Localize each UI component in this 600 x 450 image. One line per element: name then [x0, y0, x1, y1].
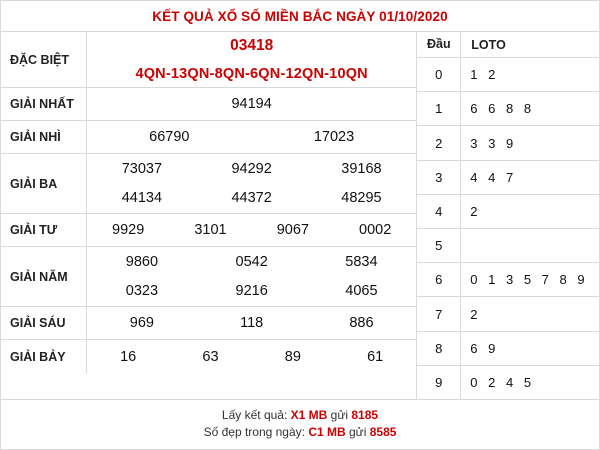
loto-nums: 6 6 8 8	[470, 101, 535, 117]
table-row	[1, 214, 416, 247]
footer-line-1	[1, 407, 599, 424]
loto-dau: 3	[417, 161, 461, 194]
value-line	[87, 277, 416, 307]
loto-table	[417, 31, 599, 399]
footer	[1, 399, 599, 449]
footer-line-1-number: 8185	[351, 408, 379, 422]
loto-dau: 6	[417, 263, 461, 296]
footer-line-2-number: 8585	[369, 425, 397, 439]
footer-line-2-code: C1 MB	[308, 425, 346, 439]
loto-row	[417, 92, 599, 126]
loto-row	[417, 229, 599, 263]
loto-nums: 6 9	[470, 340, 499, 356]
prize-table	[1, 31, 417, 399]
prize-value: 3101	[194, 222, 227, 238]
prize-value: 4QN-13QN-8QN-6QN-12QN-10QN	[135, 65, 368, 82]
prize-label: GIẢI BẢY	[1, 340, 87, 373]
loto-nums: 0 1 3 5 7 8 9	[470, 272, 589, 288]
prize-label: GIẢI BA	[1, 154, 87, 213]
prize-values	[87, 214, 416, 246]
prize-values	[87, 32, 416, 87]
loto-header-dau: Đầu	[417, 32, 461, 57]
prize-values	[87, 154, 416, 213]
loto-row	[417, 263, 599, 297]
prize-value: 61	[367, 348, 384, 365]
loto-dau: 9	[417, 366, 461, 399]
prize-value: 9067	[276, 222, 309, 238]
loto-dau: 8	[417, 332, 461, 365]
prize-value: 5834	[345, 253, 378, 270]
loto-row	[417, 195, 599, 229]
loto-row	[417, 58, 599, 92]
value-line	[87, 307, 416, 339]
prize-value: 03418	[230, 37, 274, 55]
footer-line-2-prefix: Số đẹp trong ngày:	[203, 425, 309, 439]
loto-nums: 1 2	[470, 67, 499, 83]
loto-nums: 2	[470, 203, 482, 219]
prize-value: 39168	[341, 160, 382, 177]
prize-value: 89	[284, 348, 301, 365]
prize-label: GIẢI NHẤT	[1, 88, 87, 120]
prize-value: 94194	[231, 96, 272, 112]
table-row	[1, 340, 416, 373]
prize-label: GIẢI TƯ	[1, 214, 87, 246]
loto-dau: 7	[417, 297, 461, 330]
value-line	[87, 61, 416, 88]
loto-row	[417, 297, 599, 331]
table-row	[1, 247, 416, 307]
prize-value: 48295	[341, 190, 382, 207]
loto-nums: 3 3 9	[470, 135, 517, 151]
loto-row	[417, 126, 599, 160]
loto-row	[417, 332, 599, 366]
prize-value: 17023	[313, 129, 355, 145]
loto-dau: 4	[417, 195, 461, 228]
prize-value: 0323	[125, 283, 159, 300]
value-line	[87, 214, 416, 246]
value-line	[87, 32, 416, 61]
table-row	[1, 32, 416, 88]
value-line	[87, 247, 416, 277]
loto-header	[417, 32, 599, 58]
loto-nums: 4 4 7	[470, 169, 517, 185]
table-row	[1, 154, 416, 214]
prize-value: 9216	[235, 283, 268, 300]
prize-values	[87, 307, 416, 339]
prize-value: 63	[202, 348, 219, 365]
footer-line-1-code: X1 MB	[290, 408, 328, 422]
prize-value: 9929	[112, 222, 145, 238]
value-line	[87, 121, 416, 153]
loto-nums: 2	[470, 306, 482, 322]
footer-line-2-mid: gửi	[345, 425, 370, 439]
result-body	[1, 31, 599, 399]
value-line	[87, 184, 416, 214]
prize-value: 118	[240, 315, 264, 331]
loto-dau: 0	[417, 58, 461, 91]
prize-label: GIẢI NHÌ	[1, 121, 87, 153]
loto-row	[417, 161, 599, 195]
prize-value: 44372	[231, 190, 272, 207]
prize-value: 66790	[149, 129, 190, 145]
footer-line-2	[1, 424, 599, 441]
table-row	[1, 121, 416, 154]
prize-label: GIẢI NĂM	[1, 247, 87, 306]
loto-row	[417, 366, 599, 399]
prize-values	[87, 88, 416, 120]
prize-value: 9860	[125, 253, 159, 270]
prize-value: 73037	[121, 160, 163, 177]
loto-nums	[461, 229, 599, 262]
loto-header-loto: LOTO	[471, 37, 506, 52]
prize-values	[87, 121, 416, 153]
loto-dau: 2	[417, 126, 461, 159]
prize-value: 4065	[345, 283, 378, 300]
loto-dau: 5	[417, 229, 461, 262]
prize-value: 0002	[359, 222, 392, 238]
loto-dau: 1	[417, 92, 461, 125]
prize-value: 44134	[121, 190, 163, 207]
value-line	[87, 340, 416, 373]
table-row	[1, 307, 416, 340]
prize-value: 0542	[235, 253, 268, 270]
prize-label: ĐẶC BIỆT	[1, 32, 87, 87]
prize-value: 886	[349, 315, 374, 331]
value-line	[87, 88, 416, 120]
prize-value: 94292	[231, 160, 272, 177]
prize-value: 16	[120, 348, 137, 365]
prize-values	[87, 340, 416, 373]
footer-line-1-mid: gửi	[327, 408, 352, 422]
prize-label: GIẢI SÁU	[1, 307, 87, 339]
value-line	[87, 154, 416, 184]
prize-value: 969	[129, 315, 154, 331]
loto-nums: 0 2 4 5	[470, 374, 535, 390]
page-title: KẾT QUẢ XỔ SỐ MIỀN BẮC NGÀY 01/10/2020	[152, 9, 448, 24]
prize-values	[87, 247, 416, 306]
footer-line-1-prefix: Lấy kết quả:	[221, 408, 291, 422]
table-row	[1, 88, 416, 121]
